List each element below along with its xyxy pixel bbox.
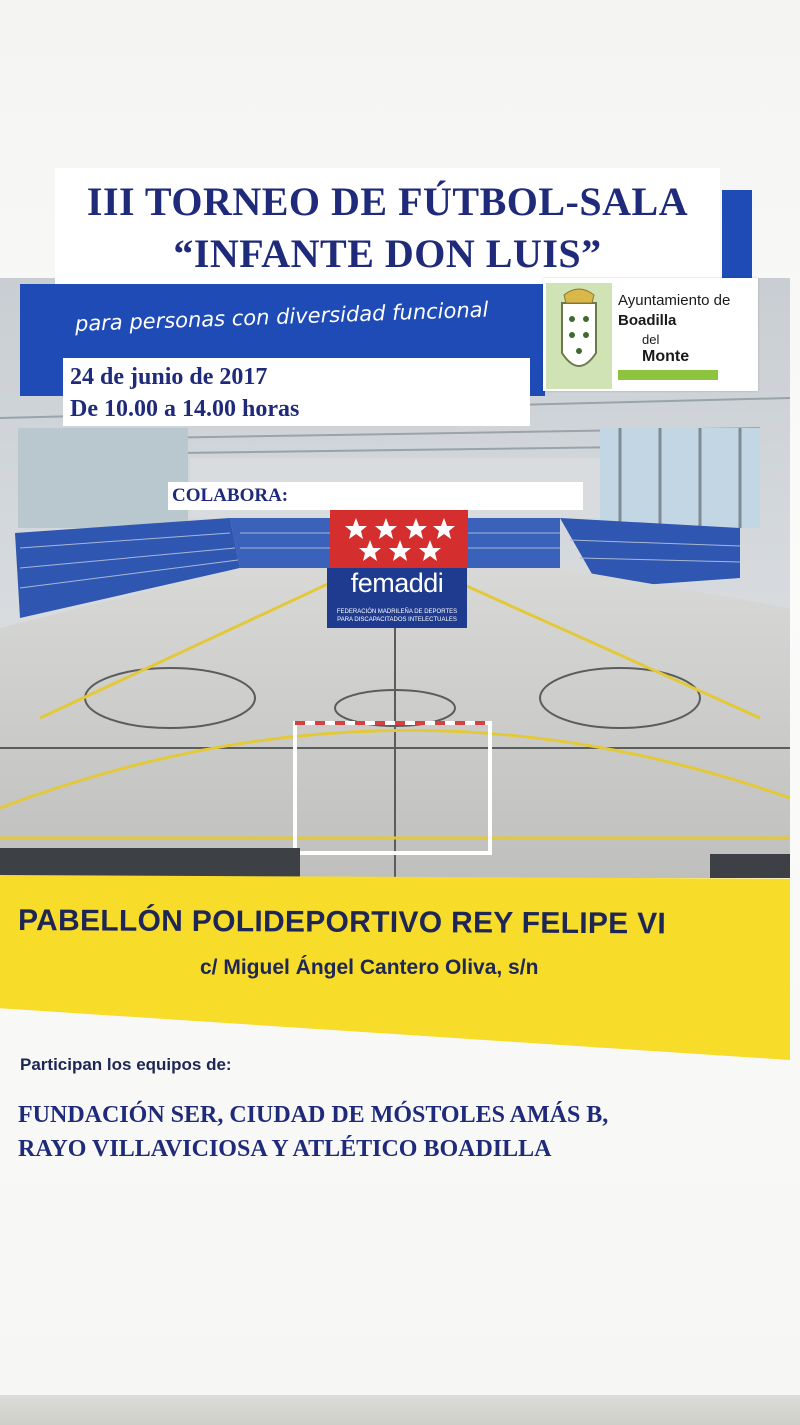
decorative-stripe	[722, 190, 752, 280]
femaddi-wordmark: femaddi	[350, 568, 444, 598]
event-date: 24 de junio de 2017	[70, 364, 268, 390]
colabora-label: COLABORA:	[172, 485, 289, 506]
teams-line-1: FUNDACIÓN SER, CIUDAD DE MÓSTOLES AMÁS B,	[18, 1102, 609, 1128]
logo-text-monte: Monte	[642, 348, 690, 365]
madrid-flag-icon	[330, 510, 468, 568]
surface-edge	[0, 1395, 800, 1425]
teams-line-2: RAYO VILLAVICIOSA Y ATLÉTICO BOADILLA	[18, 1136, 552, 1162]
tournament-name: “INFANTE DON LUIS”	[173, 231, 602, 276]
venue-name: PABELLÓN POLIDEPORTIVO REY FELIPE VI	[17, 904, 667, 941]
tournament-title: III TORNEO DE FÚTBOL-SALA	[86, 179, 689, 224]
logo-green-bar	[618, 370, 718, 380]
logo-text-del: del	[642, 332, 660, 347]
femaddi-subtitle: FEDERACIÓN MADRILEÑA DE DEPORTES PARA DISCAPACITADOS INTELECTUALES	[336, 609, 458, 623]
logo-text-boadilla: Boadilla	[618, 312, 677, 329]
participants-label: Participan los equipos de:	[20, 1055, 232, 1074]
subtitle: para personas con diversidad funcional	[74, 297, 489, 336]
coat-of-arms-icon	[546, 283, 612, 389]
event-time: De 10.00 a 14.00 horas	[70, 396, 300, 422]
venue-address: c/ Miguel Ángel Cantero Oliva, s/n	[200, 956, 539, 979]
logo-text-ayuntamiento: Ayuntamiento de	[618, 292, 731, 309]
